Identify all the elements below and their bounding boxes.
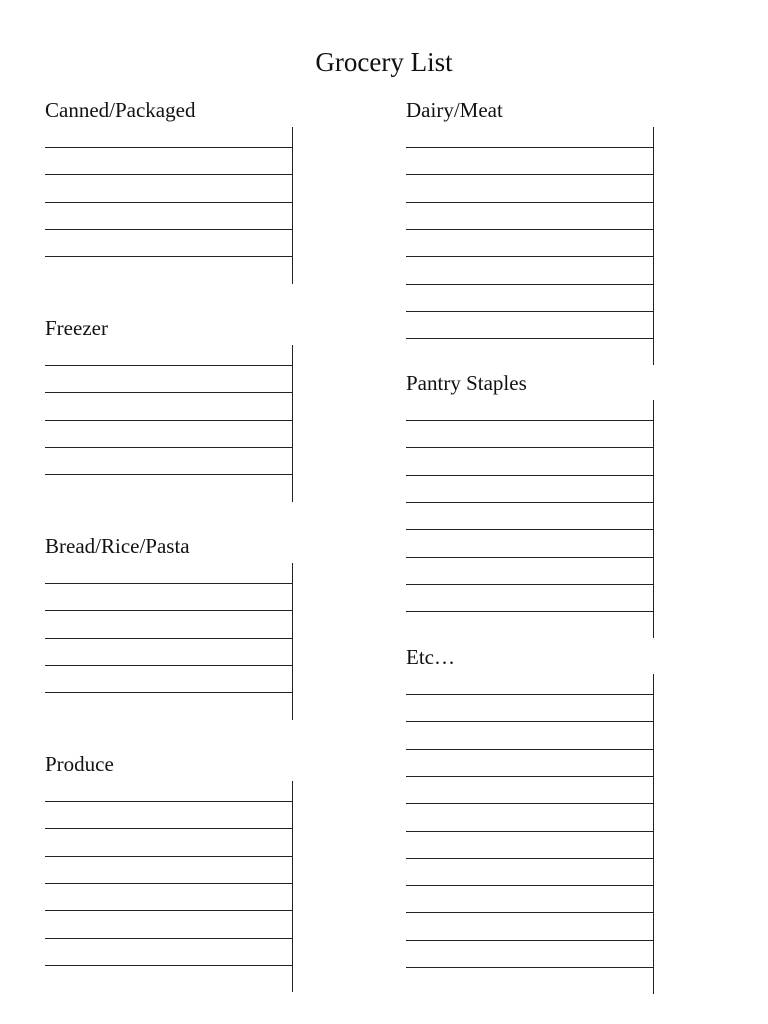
write-line[interactable] bbox=[406, 803, 654, 804]
section-title: Pantry Staples bbox=[406, 371, 527, 395]
write-line[interactable] bbox=[406, 967, 654, 968]
section-border bbox=[292, 345, 293, 502]
write-line[interactable] bbox=[406, 229, 654, 230]
section-title: Bread/Rice/Pasta bbox=[45, 534, 190, 558]
write-line[interactable] bbox=[45, 828, 293, 829]
write-line[interactable] bbox=[45, 174, 293, 175]
write-line[interactable] bbox=[406, 502, 654, 503]
write-line[interactable] bbox=[45, 365, 293, 366]
write-line[interactable] bbox=[45, 938, 293, 939]
section-title: Produce bbox=[45, 752, 114, 776]
write-line[interactable] bbox=[45, 474, 293, 475]
write-line[interactable] bbox=[45, 392, 293, 393]
section-border bbox=[292, 563, 293, 720]
section-border bbox=[653, 674, 654, 994]
write-line[interactable] bbox=[406, 147, 654, 148]
write-line[interactable] bbox=[45, 965, 293, 966]
write-line[interactable] bbox=[45, 147, 293, 148]
write-line[interactable] bbox=[406, 694, 654, 695]
section-title: Dairy/Meat bbox=[406, 98, 503, 122]
write-line[interactable] bbox=[406, 447, 654, 448]
write-line[interactable] bbox=[406, 174, 654, 175]
write-line[interactable] bbox=[406, 721, 654, 722]
write-line[interactable] bbox=[406, 475, 654, 476]
section-border bbox=[292, 781, 293, 992]
write-line[interactable] bbox=[406, 858, 654, 859]
section-title: Canned/Packaged bbox=[45, 98, 196, 122]
page-title: Grocery List bbox=[315, 47, 453, 77]
write-line[interactable] bbox=[406, 557, 654, 558]
write-line[interactable] bbox=[406, 284, 654, 285]
section-border bbox=[292, 127, 293, 284]
write-line[interactable] bbox=[406, 749, 654, 750]
write-line[interactable] bbox=[45, 692, 293, 693]
write-line[interactable] bbox=[45, 910, 293, 911]
write-line[interactable] bbox=[406, 311, 654, 312]
section-border bbox=[653, 400, 654, 638]
write-line[interactable] bbox=[406, 940, 654, 941]
write-line[interactable] bbox=[45, 638, 293, 639]
section-title: Freezer bbox=[45, 316, 108, 340]
write-line[interactable] bbox=[406, 529, 654, 530]
write-line[interactable] bbox=[406, 776, 654, 777]
write-line[interactable] bbox=[406, 584, 654, 585]
write-line[interactable] bbox=[45, 801, 293, 802]
section-title: Etc… bbox=[406, 645, 455, 669]
write-line[interactable] bbox=[406, 611, 654, 612]
write-line[interactable] bbox=[45, 665, 293, 666]
section-border bbox=[653, 127, 654, 365]
write-line[interactable] bbox=[406, 338, 654, 339]
write-line[interactable] bbox=[45, 420, 293, 421]
write-line[interactable] bbox=[45, 447, 293, 448]
write-line[interactable] bbox=[45, 610, 293, 611]
write-line[interactable] bbox=[406, 885, 654, 886]
write-line[interactable] bbox=[45, 856, 293, 857]
write-line[interactable] bbox=[45, 883, 293, 884]
write-line[interactable] bbox=[45, 256, 293, 257]
write-line[interactable] bbox=[406, 420, 654, 421]
write-line[interactable] bbox=[406, 256, 654, 257]
write-line[interactable] bbox=[45, 202, 293, 203]
write-line[interactable] bbox=[45, 583, 293, 584]
write-line[interactable] bbox=[406, 912, 654, 913]
write-line[interactable] bbox=[406, 202, 654, 203]
write-line[interactable] bbox=[406, 831, 654, 832]
write-line[interactable] bbox=[45, 229, 293, 230]
